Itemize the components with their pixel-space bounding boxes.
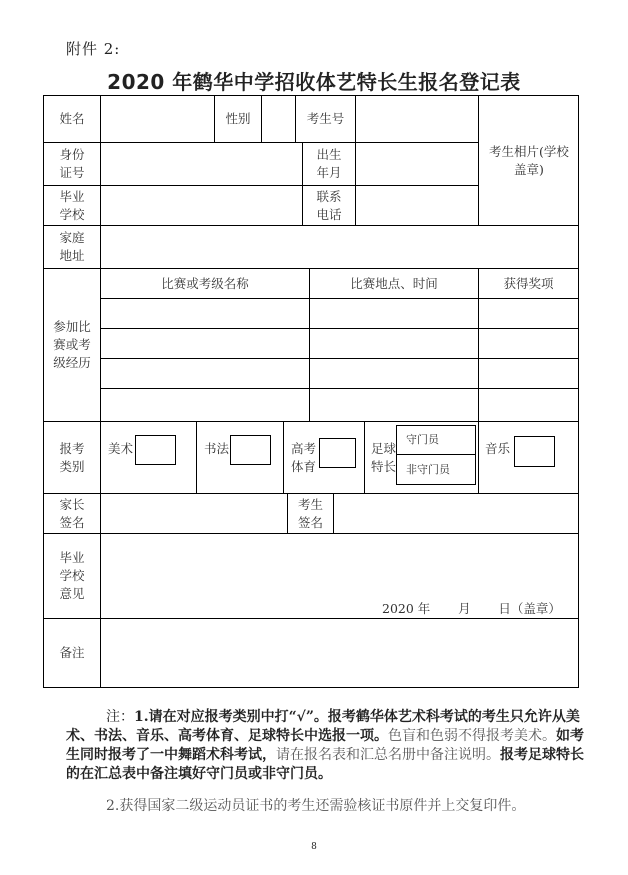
experience-col-name: 比赛或考级名称 bbox=[161, 275, 249, 291]
art-label: 美术 bbox=[108, 441, 134, 456]
page-title: 2020 年鹤华中学招收体艺特长生报名登记表 bbox=[107, 70, 521, 94]
name-label: 姓名 bbox=[59, 111, 85, 126]
attachment-label: 附件 2: bbox=[66, 40, 121, 58]
id-no-field[interactable] bbox=[101, 143, 302, 185]
birth-label: 出生年月 bbox=[316, 147, 342, 180]
gender-label: 性别 bbox=[225, 111, 251, 126]
phone-field[interactable] bbox=[356, 186, 478, 225]
school-field[interactable] bbox=[101, 186, 302, 225]
music-checkbox[interactable] bbox=[514, 436, 555, 467]
phone-label: 联系电话 bbox=[316, 188, 342, 222]
parent-sign-field[interactable] bbox=[101, 494, 287, 533]
music-label: 音乐 bbox=[485, 441, 511, 456]
calligraphy-checkbox[interactable] bbox=[230, 435, 271, 465]
experience-row-1[interactable] bbox=[101, 299, 578, 328]
goalkeeper-label: 守门员 bbox=[406, 433, 439, 446]
address-label: 家庭地址 bbox=[59, 230, 85, 263]
gender-field[interactable] bbox=[262, 96, 295, 142]
photo-label: 考生相片(学校盖章) bbox=[489, 143, 569, 177]
non-goalkeeper-label: 非守门员 bbox=[406, 463, 450, 476]
exam-no-field[interactable] bbox=[356, 96, 478, 142]
experience-col-award: 获得奖项 bbox=[503, 275, 554, 291]
name-field[interactable] bbox=[101, 96, 214, 142]
student-sign-field[interactable] bbox=[334, 494, 578, 533]
experience-row-3[interactable] bbox=[101, 359, 578, 388]
experience-row-4[interactable] bbox=[101, 389, 578, 421]
parent-sign-label: 家长签名 bbox=[59, 496, 85, 530]
school-label: 毕业学校 bbox=[59, 188, 85, 222]
remarks-field[interactable] bbox=[101, 619, 578, 687]
school-opinion-label: 毕业学校意见 bbox=[59, 550, 85, 601]
art-checkbox[interactable] bbox=[135, 435, 176, 465]
category-label: 报考类别 bbox=[59, 440, 85, 474]
address-field[interactable] bbox=[101, 226, 578, 268]
experience-label: 参加比赛或考级经历 bbox=[53, 319, 91, 370]
non-goalkeeper-option[interactable] bbox=[396, 454, 476, 485]
note-1-bold-a: 1.请在对应报考类别中打“√”。报考鹤华体艺术科考试的考生只允许从美术、书法、音乐、高考体育、足球特长中选报一项。 bbox=[66, 709, 580, 744]
experience-col-place-time: 比赛地点、时间 bbox=[350, 275, 438, 291]
calligraphy-label: 书法 bbox=[204, 441, 230, 456]
football-label: 足球特长 bbox=[371, 441, 397, 474]
note-1-plain: 色盲和色弱不得报考美术。 bbox=[388, 728, 556, 744]
note-1-bold-c: 报考足球特长的在汇总表中备注填好守门员或非守门员。 bbox=[66, 747, 584, 782]
exam-no-label: 考生号 bbox=[306, 111, 345, 126]
experience-row-2[interactable] bbox=[101, 329, 578, 358]
note-1-bold-b: 如考生同时报考了一中舞蹈术科考试， bbox=[66, 728, 584, 763]
id-no-label: 身份证号 bbox=[59, 147, 85, 180]
student-sign-label: 考生签名 bbox=[297, 496, 323, 530]
remarks-label: 备注 bbox=[59, 645, 85, 660]
page-number: 8 bbox=[311, 842, 317, 852]
date-stamp-line: 2020 年 月 日（盖章） bbox=[382, 601, 561, 616]
notes-paragraph-1 bbox=[66, 708, 586, 784]
notes-paragraph-2: 2.获得国家二级运动员证书的考生还需验核证书原件并上交复印件。 bbox=[106, 798, 526, 814]
birth-field[interactable] bbox=[356, 143, 478, 185]
pe-label: 高考体育 bbox=[291, 441, 317, 474]
notes-prefix: 注： bbox=[106, 709, 134, 725]
goalkeeper-option[interactable] bbox=[396, 425, 476, 455]
pe-checkbox[interactable] bbox=[319, 438, 356, 468]
photo-area[interactable] bbox=[480, 96, 578, 225]
note-1-plain-2: 请在报名表和汇总名册中备注说明。 bbox=[276, 747, 500, 763]
